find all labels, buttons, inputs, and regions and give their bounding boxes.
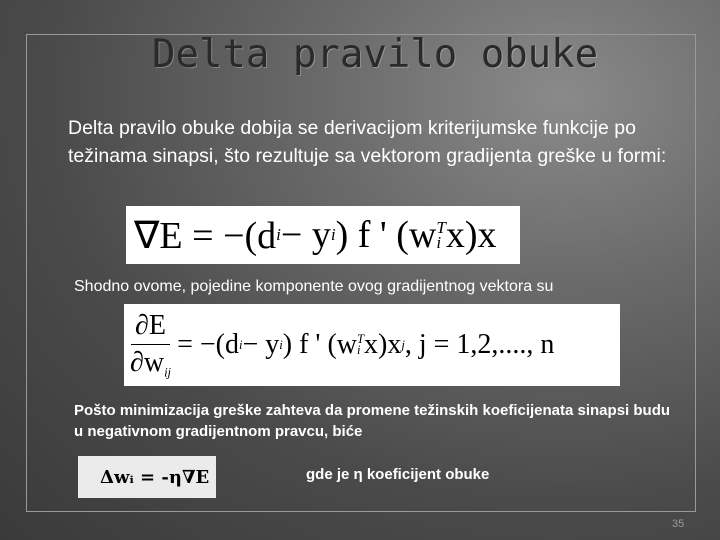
formula1-rhs: x)x <box>445 214 497 256</box>
weight-update-formula: Δwᵢ = -η∇E <box>78 456 216 498</box>
formula2-sub-j: j <box>401 337 405 352</box>
fraction-denominator <box>130 345 171 381</box>
formula1-mid: ) f ' (w <box>335 214 437 256</box>
fraction-numerator: ∂E <box>131 310 170 345</box>
page-number: 35 <box>672 518 685 530</box>
denominator-sub: ij <box>164 365 172 380</box>
formula1-lhs: ∇E = −(d <box>134 214 277 257</box>
component-formula <box>124 304 620 386</box>
denominator-text: ∂w <box>130 346 165 378</box>
intro-paragraph: Delta pravilo obuke dobija se derivacijom kriterijumske funkcije po težinama sinapsi, što rezultuje sa vektorom gradijenta greške u formi: <box>68 117 667 167</box>
formula2-x-part: x)x <box>364 329 402 360</box>
formula2-sup-t: T <box>357 331 365 346</box>
formula2-sub-i: i <box>238 337 243 352</box>
formula1-sub-i: i <box>436 233 442 252</box>
formula1-sup-t: T <box>436 217 446 237</box>
formula2-minus-y: − y <box>242 329 280 360</box>
formula2-sub-i: i <box>279 337 283 352</box>
partial-fraction <box>130 310 171 381</box>
slide-title: Delta pravilo obuke <box>152 32 599 77</box>
formula1-sub-i: i <box>276 225 281 244</box>
formula2-mid: ) f ' (w <box>282 329 358 360</box>
formula1-minus-y: − y <box>280 214 331 256</box>
formula2-sub-i: i <box>357 343 361 357</box>
formula1-supsub <box>436 217 446 252</box>
gradient-formula <box>126 206 520 264</box>
components-text: Shodno ovome, pojedine komponente ovog gradijentnog vektora su <box>74 278 554 295</box>
formula1-sub-i: i <box>330 225 336 244</box>
formula2-rest: , j = 1,2,...., n <box>404 329 555 360</box>
formula2-eq: = −(d <box>177 329 239 360</box>
formula2-supsub <box>357 331 365 357</box>
weight-update-text: Pošto minimizacija greške zahteva da promene težinskih koeficijenata sinapsi budu u negativnom gradijentnom pravcu, biće <box>74 402 671 440</box>
eta-note: gde je η koeficijent obuke <box>306 466 490 483</box>
